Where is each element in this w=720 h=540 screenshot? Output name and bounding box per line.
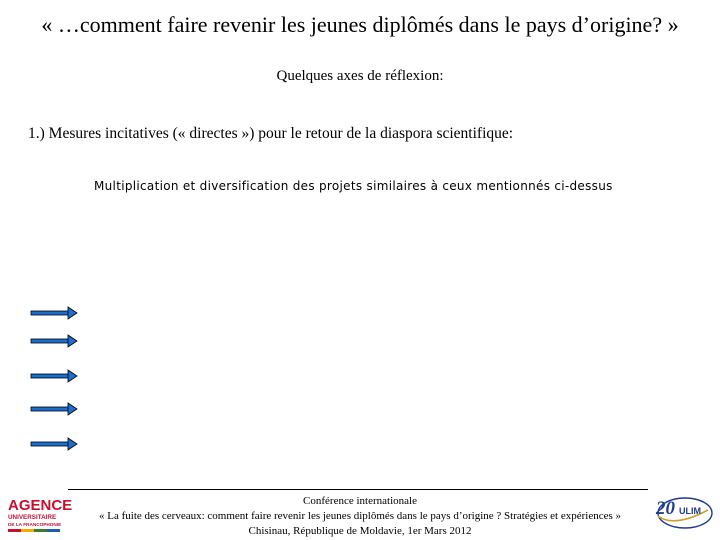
- logo-acronym: ULIM: [679, 506, 701, 516]
- right-arrow-icon: [30, 401, 78, 417]
- right-arrow-icon: [30, 333, 78, 349]
- footer-line-1: Conférence internationale: [303, 495, 417, 507]
- right-arrow-icon: [30, 305, 78, 321]
- footer-line-2: « La fuite des cerveaux: comment faire revenir les jeunes diplômés dans le pays d’origine ? Stratégies et expériences »: [99, 510, 621, 522]
- logo-word-agence: AGENCE: [8, 497, 73, 514]
- right-arrow-icon: [30, 368, 78, 384]
- logo-number: 20: [656, 498, 675, 519]
- point-description: Multiplication et diversification des projets similaires à ceux mentionnés ci-dessus: [94, 179, 613, 193]
- logo-word-universitaire: UNIVERSITAIRE: [8, 514, 57, 521]
- right-arrow-icon: [30, 436, 78, 452]
- arrow-list: [30, 300, 80, 460]
- point-heading: 1.) Mesures incitatives (« directes ») pour le retour de la diaspora scientifique:: [28, 125, 514, 142]
- ulim-anniversary-logo: [652, 492, 714, 532]
- footer: [60, 494, 660, 539]
- auf-logo: [6, 494, 73, 534]
- footer-line-3: Chisinau, République de Moldavie, 1er Mars 2012: [248, 525, 472, 537]
- logo-word-francophonie: DE LA FRANCOPHONIE: [8, 522, 62, 527]
- slide-title: « …comment faire revenir les jeunes diplômés dans le pays d’origine? »: [41, 12, 679, 37]
- footer-divider: [68, 489, 648, 490]
- slide-subtitle: Quelques axes de réflexion:: [276, 68, 444, 84]
